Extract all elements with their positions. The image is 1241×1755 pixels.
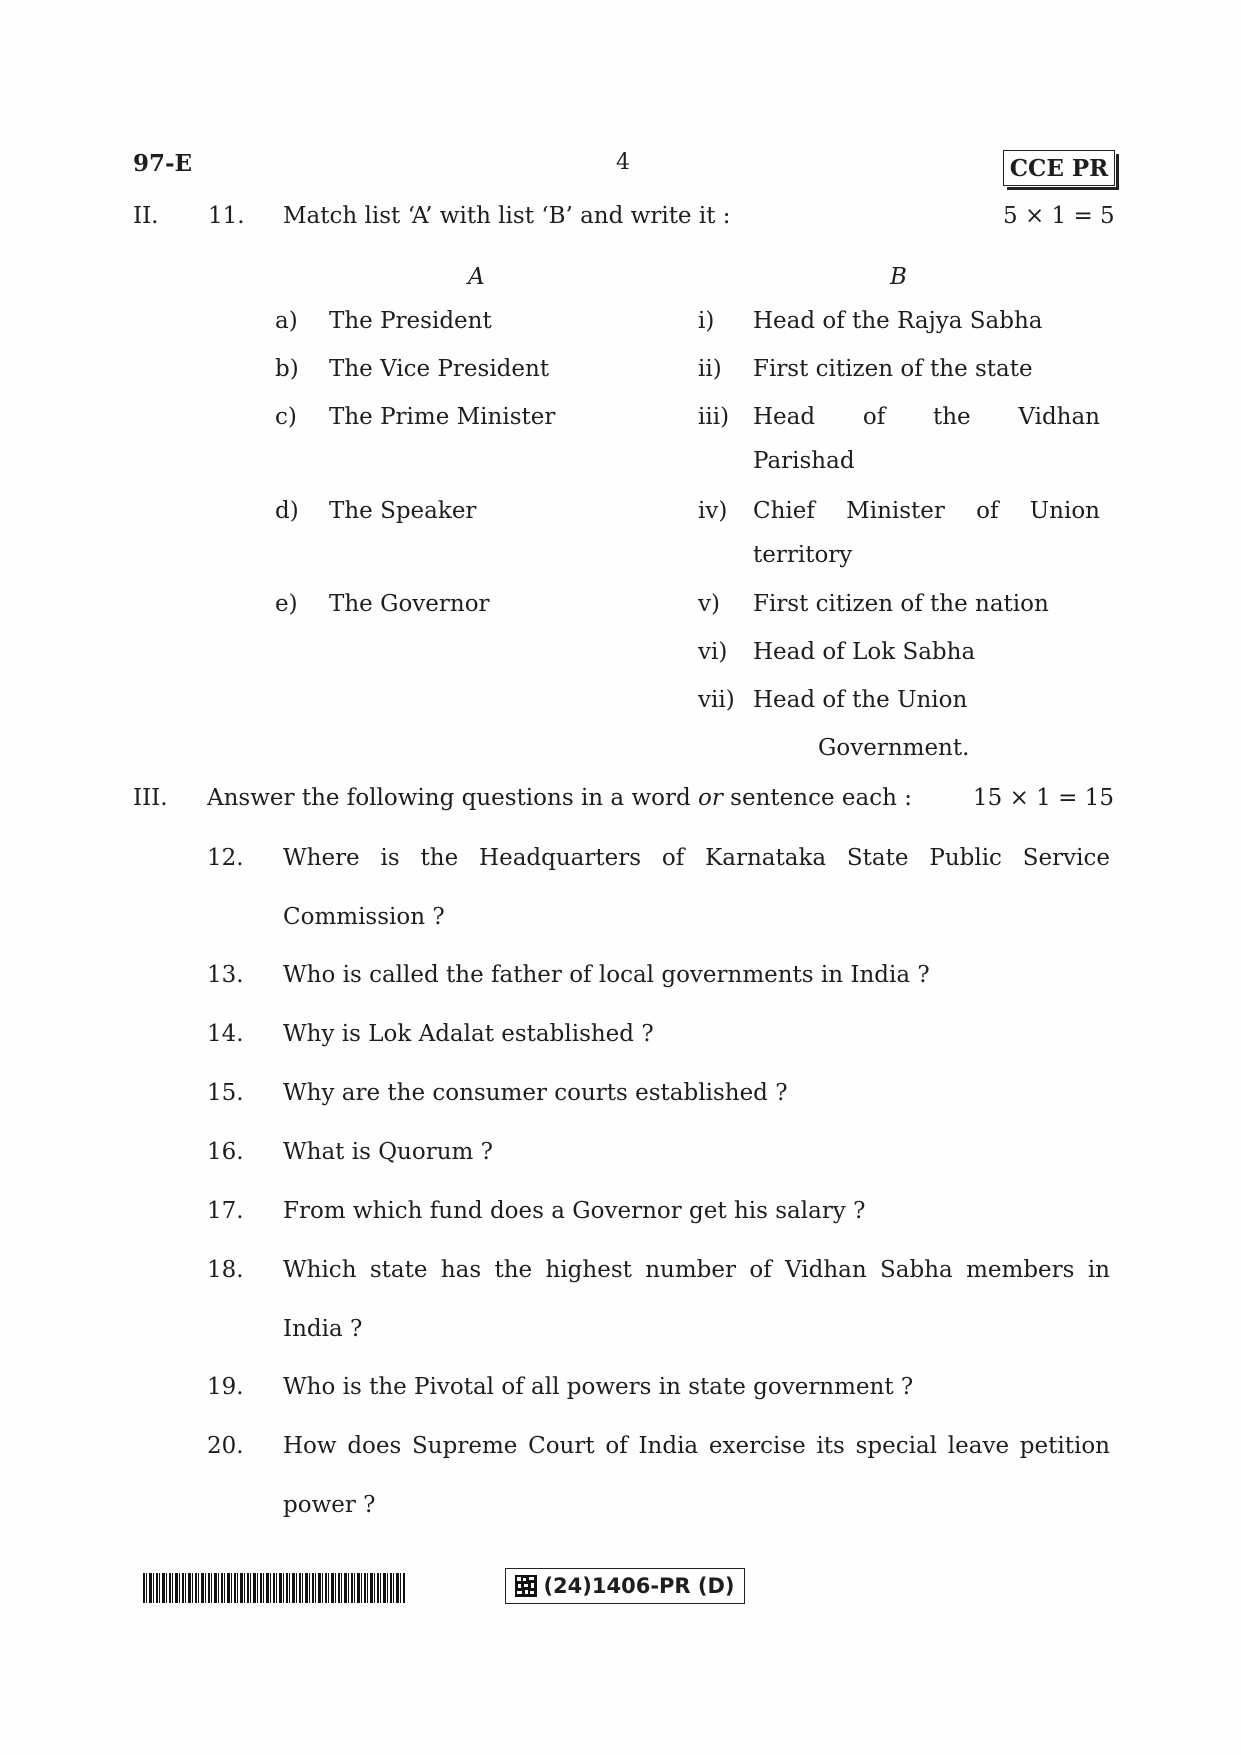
footer-code-box bbox=[505, 1568, 745, 1604]
question-text: From which fund does a Governor get his salary ? bbox=[283, 1198, 866, 1224]
footer-code: (24)1406-PR (D) bbox=[543, 1574, 735, 1598]
question-text-continuation: India ? bbox=[283, 1316, 363, 1342]
question-number: 15. bbox=[207, 1080, 244, 1106]
question-number: 13. bbox=[207, 962, 244, 988]
list-b-item: First citizen of the nation bbox=[753, 591, 1049, 617]
paper-type-box bbox=[1003, 150, 1115, 186]
list-a-item: The Prime Minister bbox=[329, 404, 556, 430]
section-3-marks: 15 × 1 = 15 bbox=[973, 785, 1114, 811]
qr-code-icon bbox=[515, 1575, 537, 1597]
section-3-instruction bbox=[207, 783, 912, 813]
barcode bbox=[143, 1573, 405, 1603]
paper-type-label: CCE PR bbox=[1009, 154, 1109, 182]
list-b-item: First citizen of the state bbox=[753, 356, 1033, 382]
question-number: 17. bbox=[207, 1198, 244, 1224]
question-text-continuation: power ? bbox=[283, 1492, 376, 1518]
question-11-marks: 5 × 1 = 5 bbox=[1003, 203, 1115, 229]
question-number: 14. bbox=[207, 1021, 244, 1047]
question-11-number: 11. bbox=[208, 203, 245, 229]
question-text: Why is Lok Adalat established ? bbox=[283, 1021, 654, 1047]
question-text: Why are the consumer courts established ? bbox=[283, 1080, 788, 1106]
question-number: 20. bbox=[207, 1433, 244, 1459]
list-b-key: ii) bbox=[698, 356, 722, 382]
question-11-instruction: Match list ‘A’ with list ‘B’ and write it : bbox=[283, 203, 731, 229]
list-b-item-continuation: territory bbox=[753, 542, 853, 568]
list-a-heading: A bbox=[468, 264, 485, 290]
list-a-key: a) bbox=[275, 308, 298, 334]
section-2-roman: II. bbox=[133, 203, 159, 229]
list-a-key: e) bbox=[275, 591, 298, 617]
list-b-heading: B bbox=[890, 264, 907, 290]
instruction-or: or bbox=[698, 785, 723, 811]
list-b-item: Head of the Union bbox=[753, 687, 968, 713]
question-text: What is Quorum ? bbox=[283, 1139, 493, 1165]
question-number: 18. bbox=[207, 1257, 244, 1283]
question-text: Where is the Headquarters of Karnataka State Public Service bbox=[283, 845, 1110, 871]
instruction-text: Answer the following questions in a word bbox=[207, 785, 699, 811]
list-b-key: iii) bbox=[698, 404, 730, 430]
question-text: Who is the Pivotal of all powers in state government ? bbox=[283, 1374, 914, 1400]
page-number: 4 bbox=[616, 150, 630, 175]
list-b-key: v) bbox=[698, 591, 720, 617]
list-b-key: vii) bbox=[698, 687, 735, 713]
list-a-item: The President bbox=[329, 308, 492, 334]
question-number: 16. bbox=[207, 1139, 244, 1165]
list-b-item: Chief Minister of Union bbox=[753, 498, 1100, 524]
list-a-item: The Governor bbox=[329, 591, 490, 617]
list-a-item: The Speaker bbox=[329, 498, 477, 524]
list-b-key: vi) bbox=[698, 639, 728, 665]
instruction-text: sentence each : bbox=[722, 785, 912, 811]
list-b-item: Head of the Vidhan bbox=[753, 404, 1100, 430]
question-text: How does Supreme Court of India exercise its special leave petition bbox=[283, 1433, 1110, 1459]
list-a-key: d) bbox=[275, 498, 299, 524]
list-b-item-continuation: Government. bbox=[818, 735, 970, 761]
list-b-item: Head of Lok Sabha bbox=[753, 639, 976, 665]
list-b-item-continuation: Parishad bbox=[753, 448, 855, 474]
question-text-continuation: Commission ? bbox=[283, 904, 445, 930]
list-b-item: Head of the Rajya Sabha bbox=[753, 308, 1043, 334]
section-3-roman: III. bbox=[133, 785, 168, 811]
list-a-key: b) bbox=[275, 356, 299, 382]
question-text: Who is called the father of local governments in India ? bbox=[283, 962, 930, 988]
question-number: 19. bbox=[207, 1374, 244, 1400]
paper-code: 97-E bbox=[133, 150, 193, 177]
list-b-key: i) bbox=[698, 308, 715, 334]
question-text: Which state has the highest number of Vidhan Sabha members in bbox=[283, 1257, 1110, 1283]
question-number: 12. bbox=[207, 845, 244, 871]
list-a-key: c) bbox=[275, 404, 297, 430]
list-b-key: iv) bbox=[698, 498, 728, 524]
list-a-item: The Vice President bbox=[329, 356, 550, 382]
